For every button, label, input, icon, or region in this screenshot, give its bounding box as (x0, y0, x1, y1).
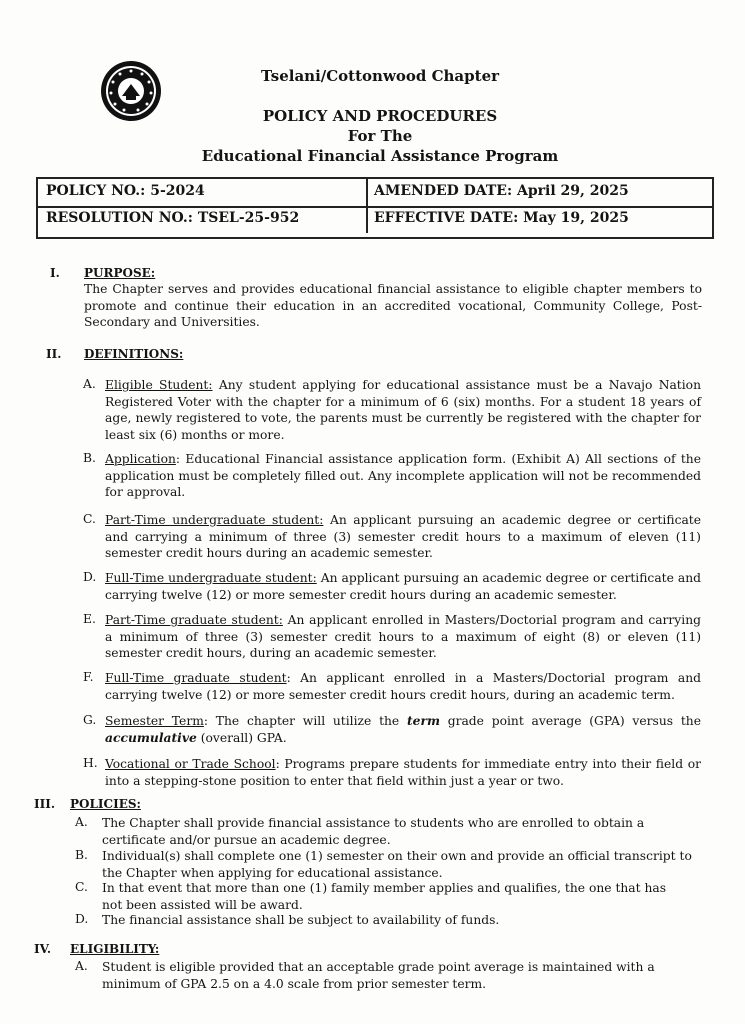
section-title-purpose: PURPOSE: (84, 266, 156, 280)
section-number: II. (46, 347, 62, 361)
item-letter: A. (75, 815, 88, 829)
item-letter: A. (83, 377, 96, 391)
policy-item: Individual(s) shall complete one (1) semester on their own and provide an official transcript to the Chapter when applying for educational assistance. (102, 849, 692, 880)
definition-part-time-graduate: Part-Time graduate student: An applicant enrolled in Masters/Doctorial program and carrying a minimum of three (3) semester credit hours to a maximum of eight (8) or eleven (11) semester credit hours, during an academic semester. (105, 613, 701, 660)
policy-number: POLICY NO.: 5-2024 (38, 179, 368, 206)
table-row (38, 179, 712, 208)
policy-item: The Chapter shall provide financial assistance to students who are enrolled to obtain a certificate and/or pursue an academic degree. (102, 816, 645, 847)
definition-term: Semester Term (105, 714, 204, 728)
item-letter: C. (75, 880, 88, 894)
definition-full-time-undergrad: Full-Time undergraduate student: An applicant pursuing an academic degree or certificate and carrying twelve (12) or more semester credit hours during an academic semester. (105, 571, 701, 602)
resolution-number: RESOLUTION NO.: TSEL-25-952 (38, 206, 368, 233)
definition-term: Part-Time undergraduate student: (105, 513, 324, 527)
section-number: III. (34, 797, 56, 811)
policy-item: In that event that more than one (1) family member applies and qualifies, the one that has not been assisted will be award. (102, 881, 667, 912)
amended-date: AMENDED DATE: April 29, 2025 (374, 183, 629, 199)
policy-item: The financial assistance shall be subject to availability of funds. (102, 913, 500, 927)
chapter-name: Tselani/Cottonwood Chapter (260, 67, 500, 85)
doc-subtitle: For The (347, 127, 413, 145)
item-letter: D. (83, 570, 97, 584)
purpose-text: The Chapter serves and provides educational financial assistance to eligible chapter members to promote and continue their education in an accredited vocational, Community College, Post-Secondary and Universities. (84, 282, 702, 329)
section-number: I. (50, 266, 60, 280)
section-number: IV. (34, 942, 52, 956)
item-letter: B. (83, 451, 96, 465)
definition-application: Application: Educational Financial assistance application form. (Exhibit A) All sections of the application must be completely filled out. Any incomplete application will not be recommended for approval. (105, 452, 701, 499)
item-letter: E. (83, 612, 96, 626)
item-letter: B. (75, 848, 88, 862)
program-name: Educational Financial Assistance Program (201, 147, 559, 165)
effective-date: EFFECTIVE DATE: May 19, 2025 (374, 210, 629, 226)
definition-eligible-student: Eligible Student: Any student applying for educational assistance must be a Navajo Nation Registered Voter with the chapter for a minimum of 6 (six) months. For a student 18 years of age, newly registered to vote, the parents must be currently be registered with the chapter for least six (6) months or more. (105, 378, 701, 442)
definition-semester-term: Semester Term: The chapter will utilize the term grade point average (GPA) versus the accumulative (overall) GPA. (105, 713, 701, 745)
definition-term: Full-Time undergraduate student: (105, 571, 317, 585)
item-letter: D. (75, 912, 89, 926)
item-letter: G. (83, 713, 97, 727)
policy-info-table (36, 177, 714, 239)
table-row (38, 206, 712, 233)
definition-vocational: Vocational or Trade School: Programs prepare students for immediate entry into their field or into a stepping-stone position to enter that field within just a year or two. (105, 757, 701, 788)
item-letter: F. (83, 670, 94, 684)
section-title-definitions: DEFINITIONS: (84, 347, 184, 361)
item-letter: A. (75, 959, 88, 973)
item-letter: H. (83, 756, 98, 770)
definition-term: Eligible Student: (105, 378, 213, 392)
definition-part-time-undergrad: Part-Time undergraduate student: An applicant pursuing an academic degree or certificate and carrying a minimum of three (3) semester credit hours to a maximum of eleven (11) semester credit hours during an academic semester. (105, 513, 702, 560)
definition-term: Full-Time graduate student (105, 671, 287, 685)
section-title-policies: POLICIES: (70, 797, 141, 811)
definition-term: Application (105, 452, 176, 466)
definition-term: Vocational or Trade School (105, 757, 276, 771)
eligibility-item: Student is eligible provided that an acceptable grade point average is maintained with a minimum of GPA 2.5 on a 4.0 scale from prior semester term. (102, 960, 655, 991)
section-title-eligibility: ELIGIBILITY: (70, 942, 160, 956)
doc-title: POLICY AND PROCEDURES (262, 107, 498, 125)
definition-term: Part-Time graduate student: (105, 613, 283, 627)
definition-full-time-graduate: Full-Time graduate student: An applicant enrolled in a Masters/Doctorial program and carrying twelve (12) or more semester credit hours credit hours, during an academic term. (105, 671, 701, 702)
item-letter: C. (83, 512, 96, 526)
